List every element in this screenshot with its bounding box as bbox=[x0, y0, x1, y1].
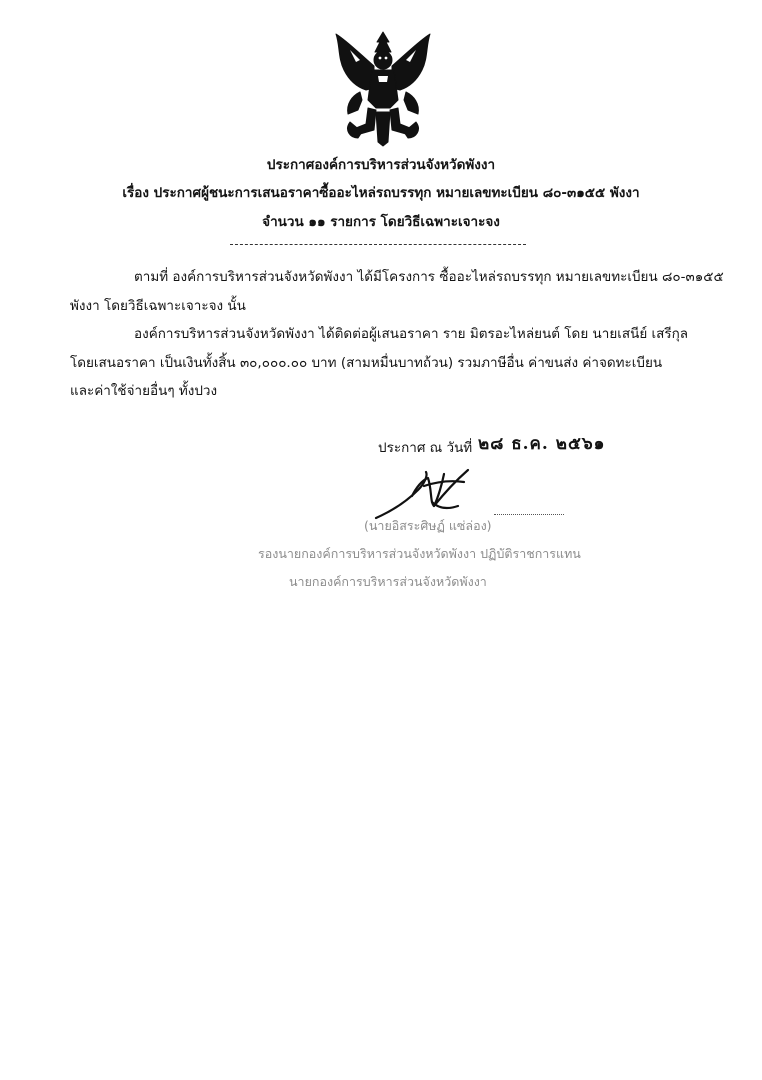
signatory-title-line-1: รองนายกองค์การบริหารส่วนจังหวัดพังงา ปฏิบัติราชการแทน bbox=[258, 546, 581, 561]
garuda-emblem bbox=[330, 30, 436, 148]
title-divider bbox=[230, 244, 526, 245]
announcement-subject: เรื่อง ประกาศผู้ชนะการเสนอราคาซื้ออะไหล่รถบรรทุก หมายเลขทะเบียน ๘๐-๓๑๕๕ พังงา bbox=[122, 185, 640, 201]
paragraph-1-line-1: ตามที่ องค์การบริหารส่วนจังหวัดพังงา ได้มีโครงการ ซื้ออะไหล่รถบรรทุก หมายเลขทะเบียน ๘๐-๓๑๕๕ bbox=[134, 269, 724, 285]
announcement-title: ประกาศองค์การบริหารส่วนจังหวัดพังงา bbox=[266, 157, 496, 173]
handwritten-signature bbox=[372, 462, 482, 524]
signature-dotted-line bbox=[494, 514, 564, 515]
signatory-title-line-2: นายกองค์การบริหารส่วนจังหวัดพังงา bbox=[289, 574, 487, 589]
paragraph-2-line-3: และค่าใช้จ่ายอื่นๆ ทั้งปวง bbox=[70, 383, 218, 399]
announcement-subject-detail: จำนวน ๑๑ รายการ โดยวิธีเฉพาะเจาะจง bbox=[262, 214, 500, 230]
announce-date-label: ประกาศ ณ วันที่ bbox=[378, 440, 473, 456]
announce-date-handwritten: ๒๘ ธ.ค. ๒๕๖๑ bbox=[478, 434, 606, 454]
paragraph-2-line-2: โดยเสนอราคา เป็นเงินทั้งสิ้น ๓๐,๐๐๐.๐๐ บาท (สามหมื่นบาทถ้วน) รวมภาษีอื่น ค่าขนส่ง ค่าจดทะเบียน bbox=[70, 355, 663, 371]
paragraph-1-line-2: พังงา โดยวิธีเฉพาะเจาะจง นั้น bbox=[70, 298, 246, 314]
paragraph-2-line-1: องค์การบริหารส่วนจังหวัดพังงา ได้ติดต่อผู้เสนอราคา ราย มิตรอะไหล่ยนต์ โดย นายเสนีย์ เสรีกุล bbox=[134, 326, 689, 342]
signatory-name: (นายอิสระศิษฏ์ แซ่ล่อง) bbox=[364, 518, 492, 533]
